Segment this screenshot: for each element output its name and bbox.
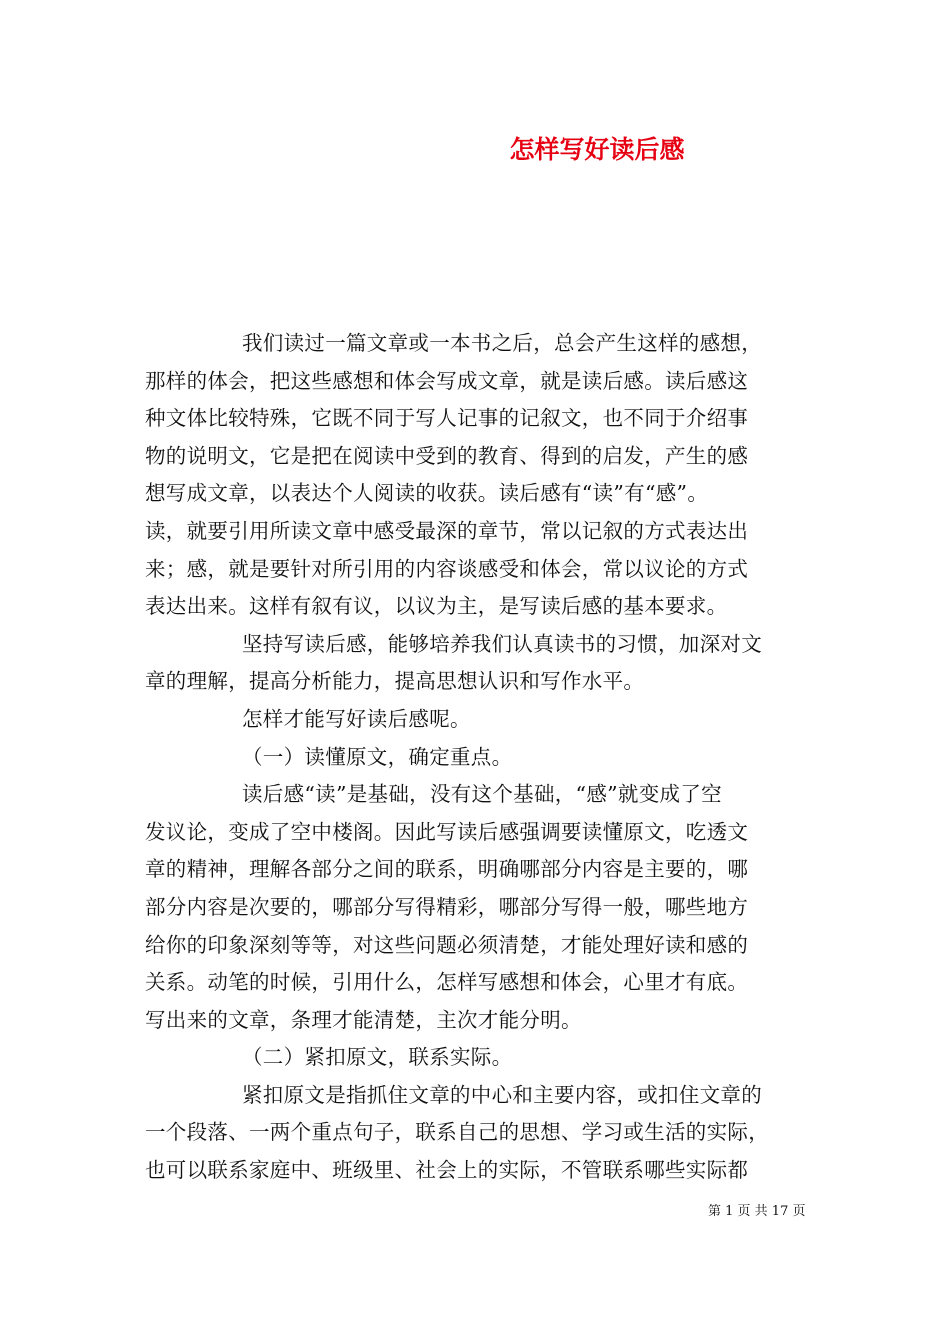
paragraph-line: 表达出来。这样有叙有议，以议为主，是写读后感的基本要求。 [145, 594, 728, 619]
paragraph-line: 坚持写读后感，能够培养我们认真读书的习惯，加深对文 [242, 631, 762, 656]
paragraph-line: 也可以联系家庭中、班级里、社会上的实际，不管联系哪些实际都 [145, 1158, 749, 1183]
document-body [145, 325, 807, 1190]
section-heading: （二）紧扣原文，联系实际。 [242, 1045, 513, 1070]
paragraph-line: 章的精神，理解各部分之间的联系，明确哪部分内容是主要的，哪 [145, 857, 749, 882]
paragraph-line: 关系。动笔的时候，引用什么，怎样写感想和体会，心里才有底。 [145, 970, 749, 995]
paragraph-line: 怎样才能写好读后感呢。 [242, 706, 471, 731]
paragraph-line: 发议论，变成了空中楼阁。因此写读后感强调要读懂原文，吃透文 [145, 819, 749, 844]
paragraph-line: 那样的体会，把这些感想和体会写成文章，就是读后感。读后感这 [145, 368, 749, 393]
paragraph-line: 种文体比较特殊，它既不同于写人记事的记叙文，也不同于介绍事 [145, 406, 749, 431]
document-title: 怎样写好读后感 [509, 135, 685, 164]
paragraph-line: 写出来的文章，条理才能清楚，主次才能分明。 [145, 1007, 582, 1032]
paragraph-line: 我们读过一篇文章或一本书之后，总会产生这样的感想， [242, 331, 762, 355]
section-heading: （一）读懂原文，确定重点。 [242, 744, 513, 769]
paragraph-line: 章的理解，提高分析能力，提高思想认识和写作水平。 [145, 669, 645, 694]
paragraph-line: 想写成文章，以表达个人阅读的收获。读后感有“读”有“感”。 [145, 481, 709, 506]
paragraph-line: 部分内容是次要的，哪部分写得精彩，哪部分写得一般，哪些地方 [145, 894, 749, 919]
paragraph-line: 给你的印象深刻等等，对这些问题必须清楚，才能处理好读和感的 [145, 932, 749, 957]
page-number-footer: 第 1 页 共 17 页 [708, 1204, 806, 1219]
paragraph-line: 一个段落、一两个重点句子，联系自己的思想、学习或生活的实际， [145, 1120, 769, 1145]
paragraph-line: 物的说明文，它是把在阅读中受到的教育、得到的启发，产生的感 [145, 443, 749, 468]
paragraph-line: 读后感“读”是基础，没有这个基础，“感”就变成了空 [242, 782, 722, 807]
paragraph-line: 来；感，就是要针对所引用的内容谈感受和体会，常以议论的方式 [145, 556, 749, 581]
paragraph-line: 读，就要引用所读文章中感受最深的章节，常以记叙的方式表达出 [145, 518, 749, 543]
paragraph-line: 紧扣原文是指抓住文章的中心和主要内容，或扣住文章的 [242, 1082, 762, 1107]
